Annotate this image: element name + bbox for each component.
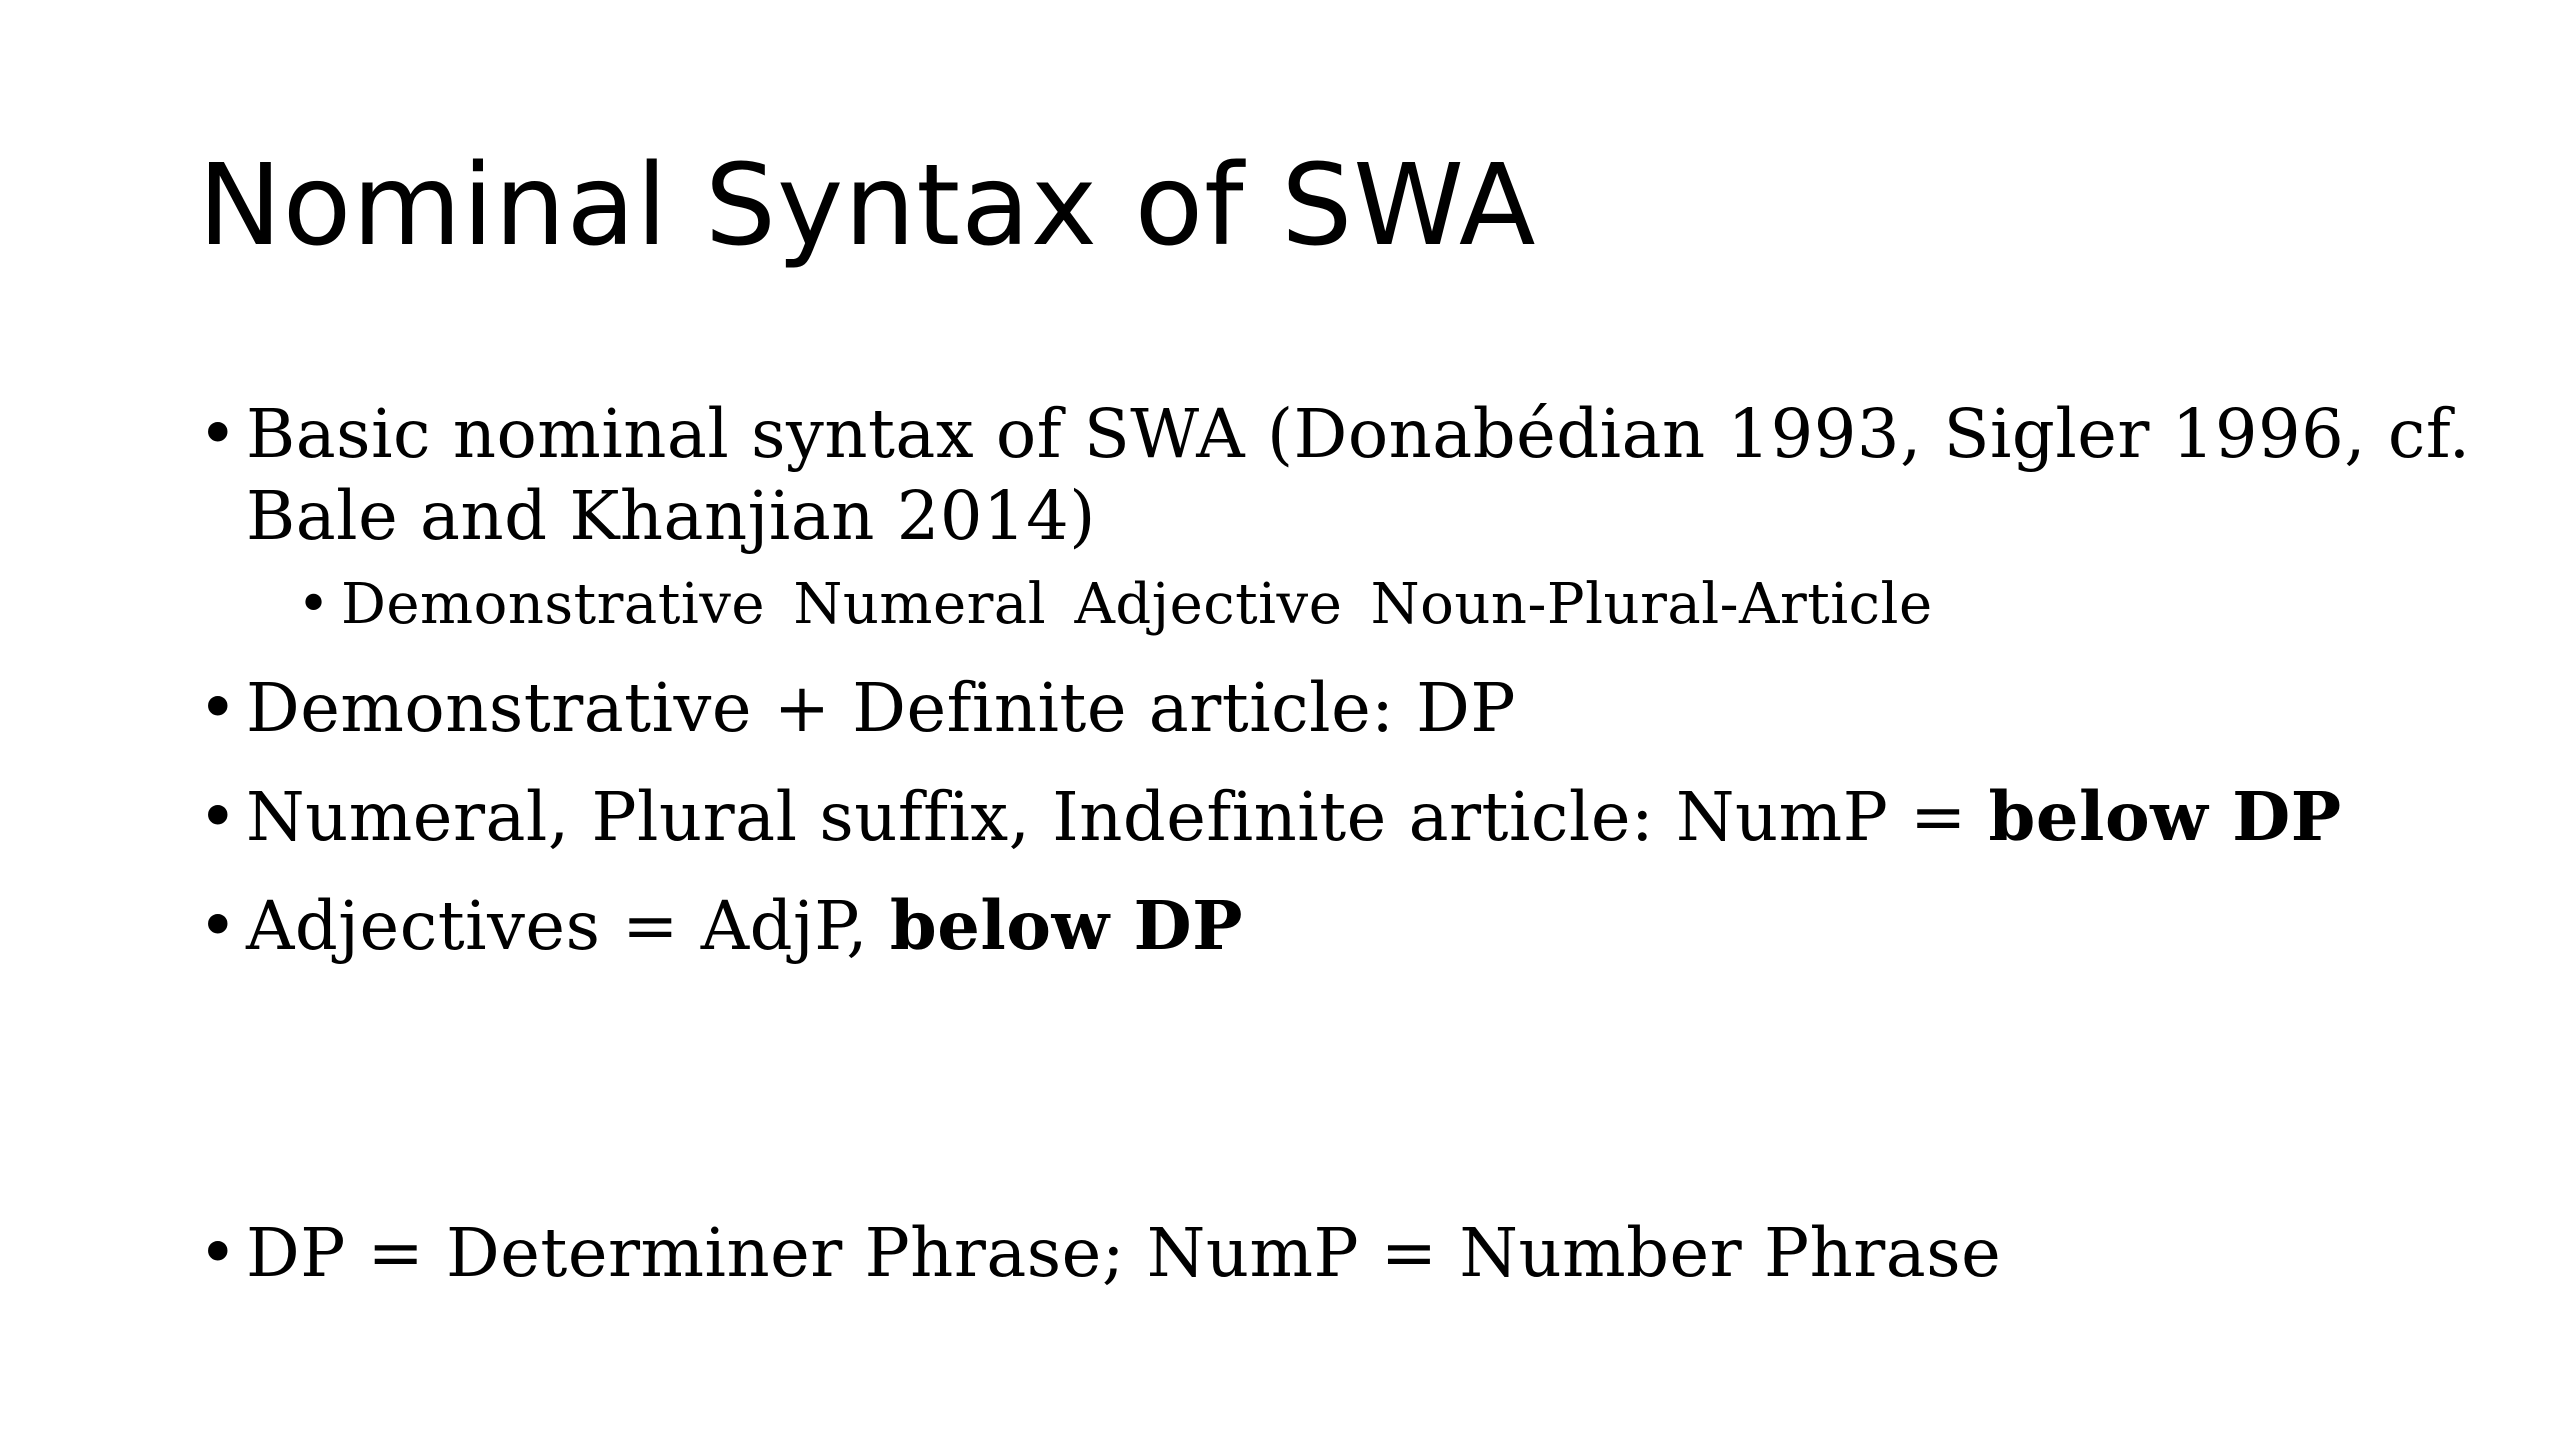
bullet-nump bbox=[198, 776, 2498, 858]
bullet-marker: • bbox=[198, 778, 239, 856]
bullet-text-line bbox=[246, 776, 2498, 858]
bullet-marker: • bbox=[198, 887, 239, 965]
bullet-marker: • bbox=[198, 395, 239, 473]
bullet-text: Basic nominal syntax of SWA (Donabédian 1993, Sigler 1996, cf. Bale and Khanjian 2014) bbox=[246, 395, 2471, 555]
bullet-demonstrative-dp bbox=[198, 667, 2498, 749]
slide-title: Nominal Syntax of SWA bbox=[198, 141, 1537, 271]
bullet-adjp bbox=[198, 885, 2498, 967]
bullet-text: Adjectives = AdjP, bbox=[246, 887, 890, 965]
bullet-marker: • bbox=[198, 1214, 239, 1292]
bullet-text: Numeral, Plural suffix, Indefinite article: NumP = bbox=[246, 778, 1989, 856]
bullet-basic-nominal-syntax bbox=[198, 393, 2498, 557]
bullet-text: DP = Determiner Phrase; NumP = Number Phrase bbox=[246, 1214, 2002, 1292]
bullet-text: Demonstrative Numeral Adjective Noun-Plural-Article bbox=[341, 572, 1933, 637]
bullet-definitions bbox=[198, 1212, 2498, 1294]
bullet-marker: • bbox=[198, 669, 239, 747]
bullet-text: Demonstrative + Definite article: DP bbox=[246, 669, 1516, 747]
bullet-marker: • bbox=[297, 572, 331, 637]
sub-bullet-word-order bbox=[297, 570, 2560, 640]
bullet-bold-text: below DP bbox=[1988, 777, 2342, 856]
bullet-bold-text: below DP bbox=[889, 886, 1243, 965]
bullet-text-line bbox=[246, 885, 2498, 967]
